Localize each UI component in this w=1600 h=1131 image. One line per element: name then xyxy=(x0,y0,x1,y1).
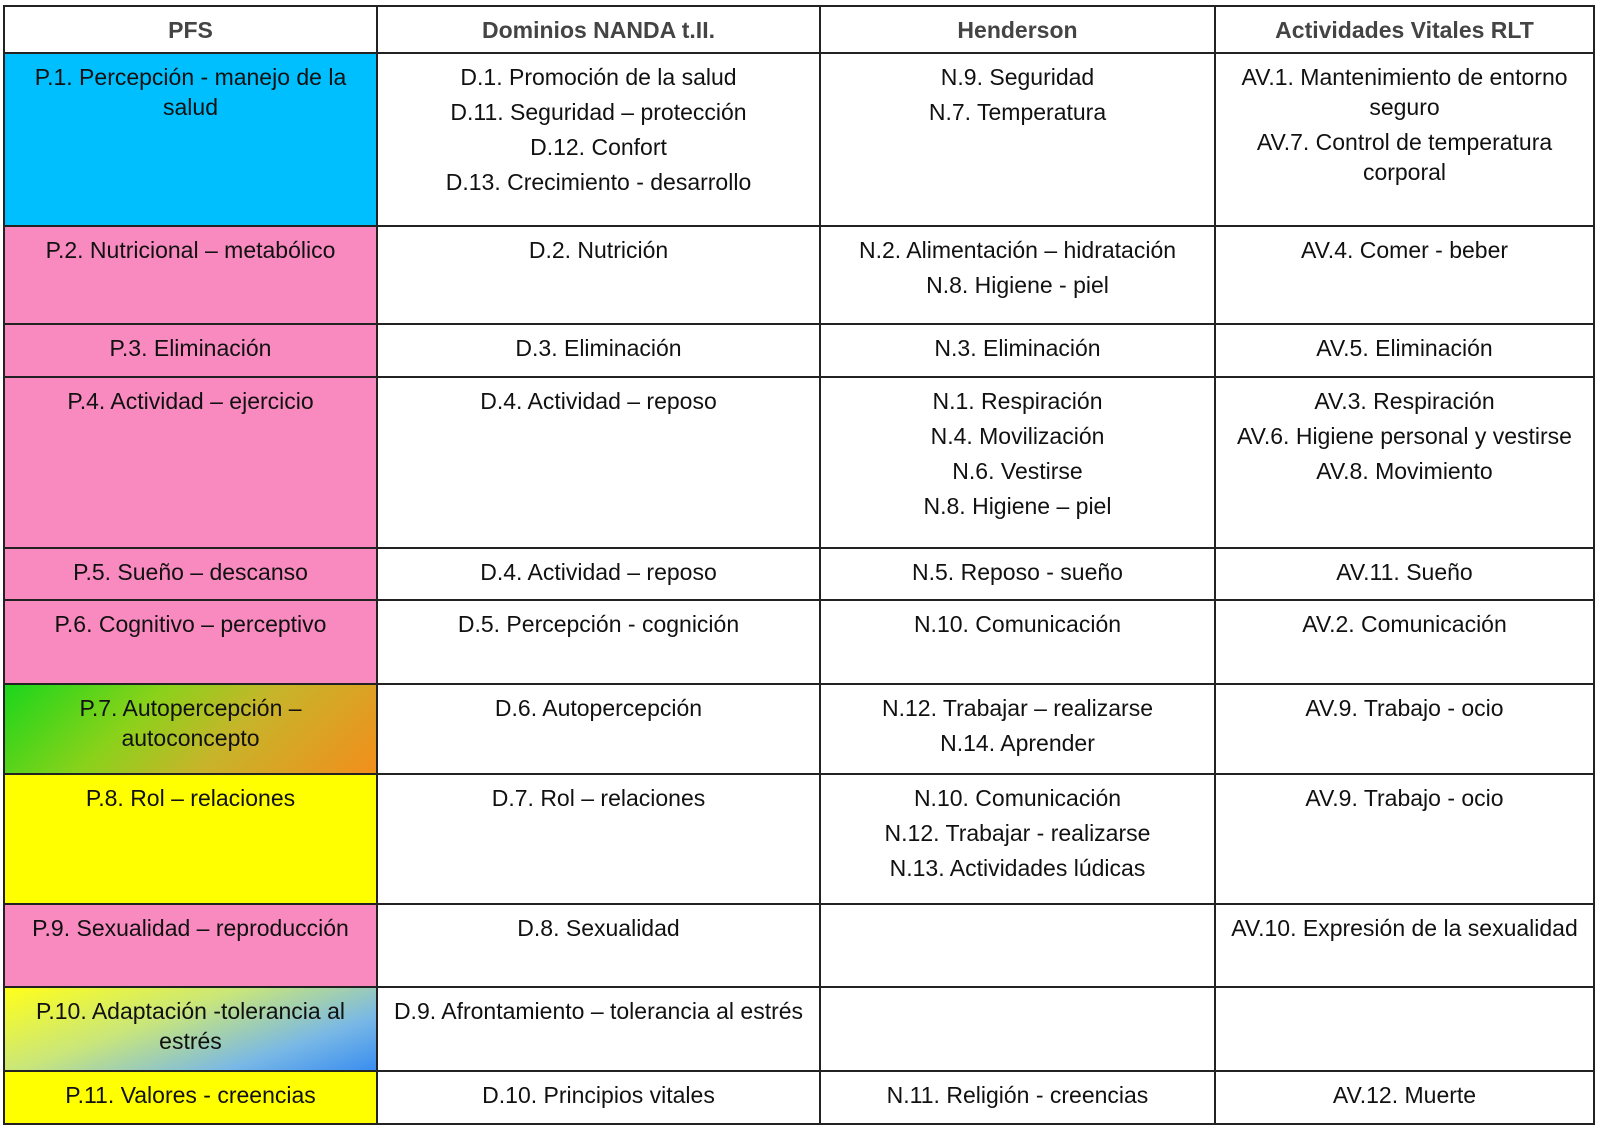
pfs-cell xyxy=(4,774,377,904)
henderson-item: N.12. Trabajar – realizarse xyxy=(881,695,1153,722)
pfs-cell xyxy=(4,684,377,774)
nanda-item: D.9. Afrontamiento – tolerancia al estrés xyxy=(393,998,804,1025)
pfs-label: P.6. Cognitivo – perceptivo xyxy=(54,610,327,637)
henderson-item: N.4. Movilización xyxy=(930,422,1105,449)
pfs-cell xyxy=(4,904,377,987)
pfs-label: P.7. Autopercepción – autoconcepto xyxy=(79,695,302,752)
pfs-label: P.5. Sueño – descanso xyxy=(73,558,308,585)
nanda-item: D.11. Seguridad – protección xyxy=(450,99,747,125)
pfs-cell xyxy=(4,324,377,377)
henderson-item: N.5. Reposo - sueño xyxy=(912,558,1123,585)
table-row xyxy=(4,600,1594,684)
henderson-cell xyxy=(820,226,1215,324)
table-row xyxy=(4,684,1594,774)
pfs-cell xyxy=(4,987,377,1070)
rlt-item: AV.9. Trabajo - ocio xyxy=(1305,695,1504,722)
table-row xyxy=(4,904,1594,987)
pfs-cell xyxy=(4,226,377,324)
rlt-cell xyxy=(1215,548,1594,600)
pfs-label: P.10. Adaptación -tolerancia al estrés xyxy=(35,998,346,1055)
pfs-cell xyxy=(4,548,377,600)
nanda-item: D.2. Nutrición xyxy=(528,237,669,264)
henderson-cell xyxy=(820,774,1215,904)
henderson-cell xyxy=(820,987,1215,1070)
henderson-item: N.13. Actividades lúdicas xyxy=(889,854,1146,881)
header-rlt: Actividades Vitales RLT xyxy=(1215,6,1594,53)
henderson-item: N.10. Comunicación xyxy=(913,610,1122,637)
henderson-item: N.11. Religión - creencias xyxy=(886,1081,1149,1108)
rlt-cell xyxy=(1215,684,1594,774)
rlt-cell xyxy=(1215,600,1594,684)
pfs-cell xyxy=(4,377,377,548)
rlt-item: AV.8. Movimiento xyxy=(1316,457,1493,484)
henderson-item: N.8. Higiene – piel xyxy=(923,492,1112,519)
table-row xyxy=(4,1071,1594,1124)
nanda-cell xyxy=(377,987,820,1070)
nanda-cell xyxy=(377,1071,820,1124)
nanda-item: D.1. Promoción de la salud xyxy=(460,64,737,90)
rlt-item: AV.2. Comunicación xyxy=(1302,610,1507,637)
henderson-item: N.2. Alimentación – hidratación xyxy=(858,237,1177,264)
henderson-item: N.8. Higiene - piel xyxy=(926,272,1109,299)
header-nanda: Dominios NANDA t.II. xyxy=(377,6,820,53)
henderson-cell xyxy=(820,600,1215,684)
comparison-table xyxy=(3,5,1595,1125)
nanda-cell xyxy=(377,600,820,684)
rlt-item: AV.11. Sueño xyxy=(1336,558,1473,585)
nanda-cell xyxy=(377,548,820,600)
header-pfs: PFS xyxy=(4,6,377,53)
nanda-cell xyxy=(377,324,820,377)
rlt-item: AV.10. Expresión de la sexualidad xyxy=(1231,915,1578,942)
rlt-item: AV.6. Higiene personal y vestirse xyxy=(1237,422,1572,449)
table-row xyxy=(4,548,1594,600)
pfs-cell xyxy=(4,53,377,226)
henderson-cell xyxy=(820,684,1215,774)
henderson-cell xyxy=(820,324,1215,377)
rlt-cell xyxy=(1215,53,1594,226)
henderson-item: N.10. Comunicación xyxy=(913,784,1122,811)
henderson-item: N.9. Seguridad xyxy=(940,64,1095,90)
henderson-item: N.12. Trabajar - realizarse xyxy=(884,819,1151,846)
rlt-item: AV.5. Eliminación xyxy=(1316,334,1493,361)
rlt-item: AV.9. Trabajo - ocio xyxy=(1305,784,1504,811)
nanda-cell xyxy=(377,904,820,987)
pfs-label: P.1. Percepción - manejo de la salud xyxy=(34,64,347,120)
henderson-cell xyxy=(820,1071,1215,1124)
pfs-label: P.2. Nutricional – metabólico xyxy=(45,237,336,264)
nanda-cell xyxy=(377,377,820,548)
table-row xyxy=(4,774,1594,904)
pfs-cell xyxy=(4,1071,377,1124)
header-henderson: Henderson xyxy=(820,6,1215,53)
rlt-item: AV.12. Muerte xyxy=(1332,1081,1477,1108)
rlt-cell xyxy=(1215,377,1594,548)
table-row xyxy=(4,324,1594,377)
nanda-cell xyxy=(377,774,820,904)
henderson-cell xyxy=(820,377,1215,548)
pfs-label: P.9. Sexualidad – reproducción xyxy=(32,915,349,942)
nanda-item: D.10. Principios vitales xyxy=(482,1081,715,1108)
nanda-item: D.8. Sexualidad xyxy=(517,915,680,942)
nanda-item: D.4. Actividad – reposo xyxy=(480,558,717,585)
henderson-cell xyxy=(820,548,1215,600)
rlt-item: AV.3. Respiración xyxy=(1314,387,1495,414)
henderson-item: N.1. Respiración xyxy=(932,387,1103,414)
nanda-item: D.12. Confort xyxy=(530,134,667,160)
rlt-cell xyxy=(1215,226,1594,324)
rlt-cell xyxy=(1215,904,1594,987)
henderson-item: N.6. Vestirse xyxy=(952,457,1083,484)
nanda-item: D.13. Crecimiento - desarrollo xyxy=(445,169,752,195)
nanda-cell xyxy=(377,53,820,226)
nanda-item: D.4. Actividad – reposo xyxy=(480,387,717,414)
nanda-item: D.5. Percepción - cognición xyxy=(457,610,740,637)
rlt-cell xyxy=(1215,987,1594,1070)
header-row xyxy=(4,6,1594,53)
rlt-cell xyxy=(1215,324,1594,377)
henderson-cell xyxy=(820,53,1215,226)
henderson-item: N.3. Eliminación xyxy=(934,334,1101,361)
rlt-item: AV.4. Comer - beber xyxy=(1300,237,1509,264)
rlt-item: AV.7. Control de temperatura corporal xyxy=(1256,129,1553,185)
nanda-cell xyxy=(377,226,820,324)
table-body xyxy=(4,53,1594,1124)
rlt-cell xyxy=(1215,1071,1594,1124)
nanda-item: D.3. Eliminación xyxy=(515,334,682,361)
henderson-item: N.14. Aprender xyxy=(940,730,1095,757)
table-row xyxy=(4,377,1594,548)
table-row xyxy=(4,53,1594,226)
pfs-label: P.3. Eliminación xyxy=(109,334,272,361)
nanda-cell xyxy=(377,684,820,774)
pfs-cell xyxy=(4,600,377,684)
pfs-label: P.4. Actividad – ejercicio xyxy=(67,387,314,414)
nanda-item: D.6. Autopercepción xyxy=(494,695,703,722)
table-row xyxy=(4,987,1594,1070)
rlt-item: AV.1. Mantenimiento de entorno seguro xyxy=(1241,64,1568,120)
rlt-cell xyxy=(1215,774,1594,904)
pfs-label: P.11. Valores - creencias xyxy=(65,1081,316,1108)
henderson-item: N.7. Temperatura xyxy=(928,99,1107,125)
table-row xyxy=(4,226,1594,324)
nanda-item: D.7. Rol – relaciones xyxy=(491,784,706,811)
henderson-cell xyxy=(820,904,1215,987)
pfs-label: P.8. Rol – relaciones xyxy=(85,784,296,811)
